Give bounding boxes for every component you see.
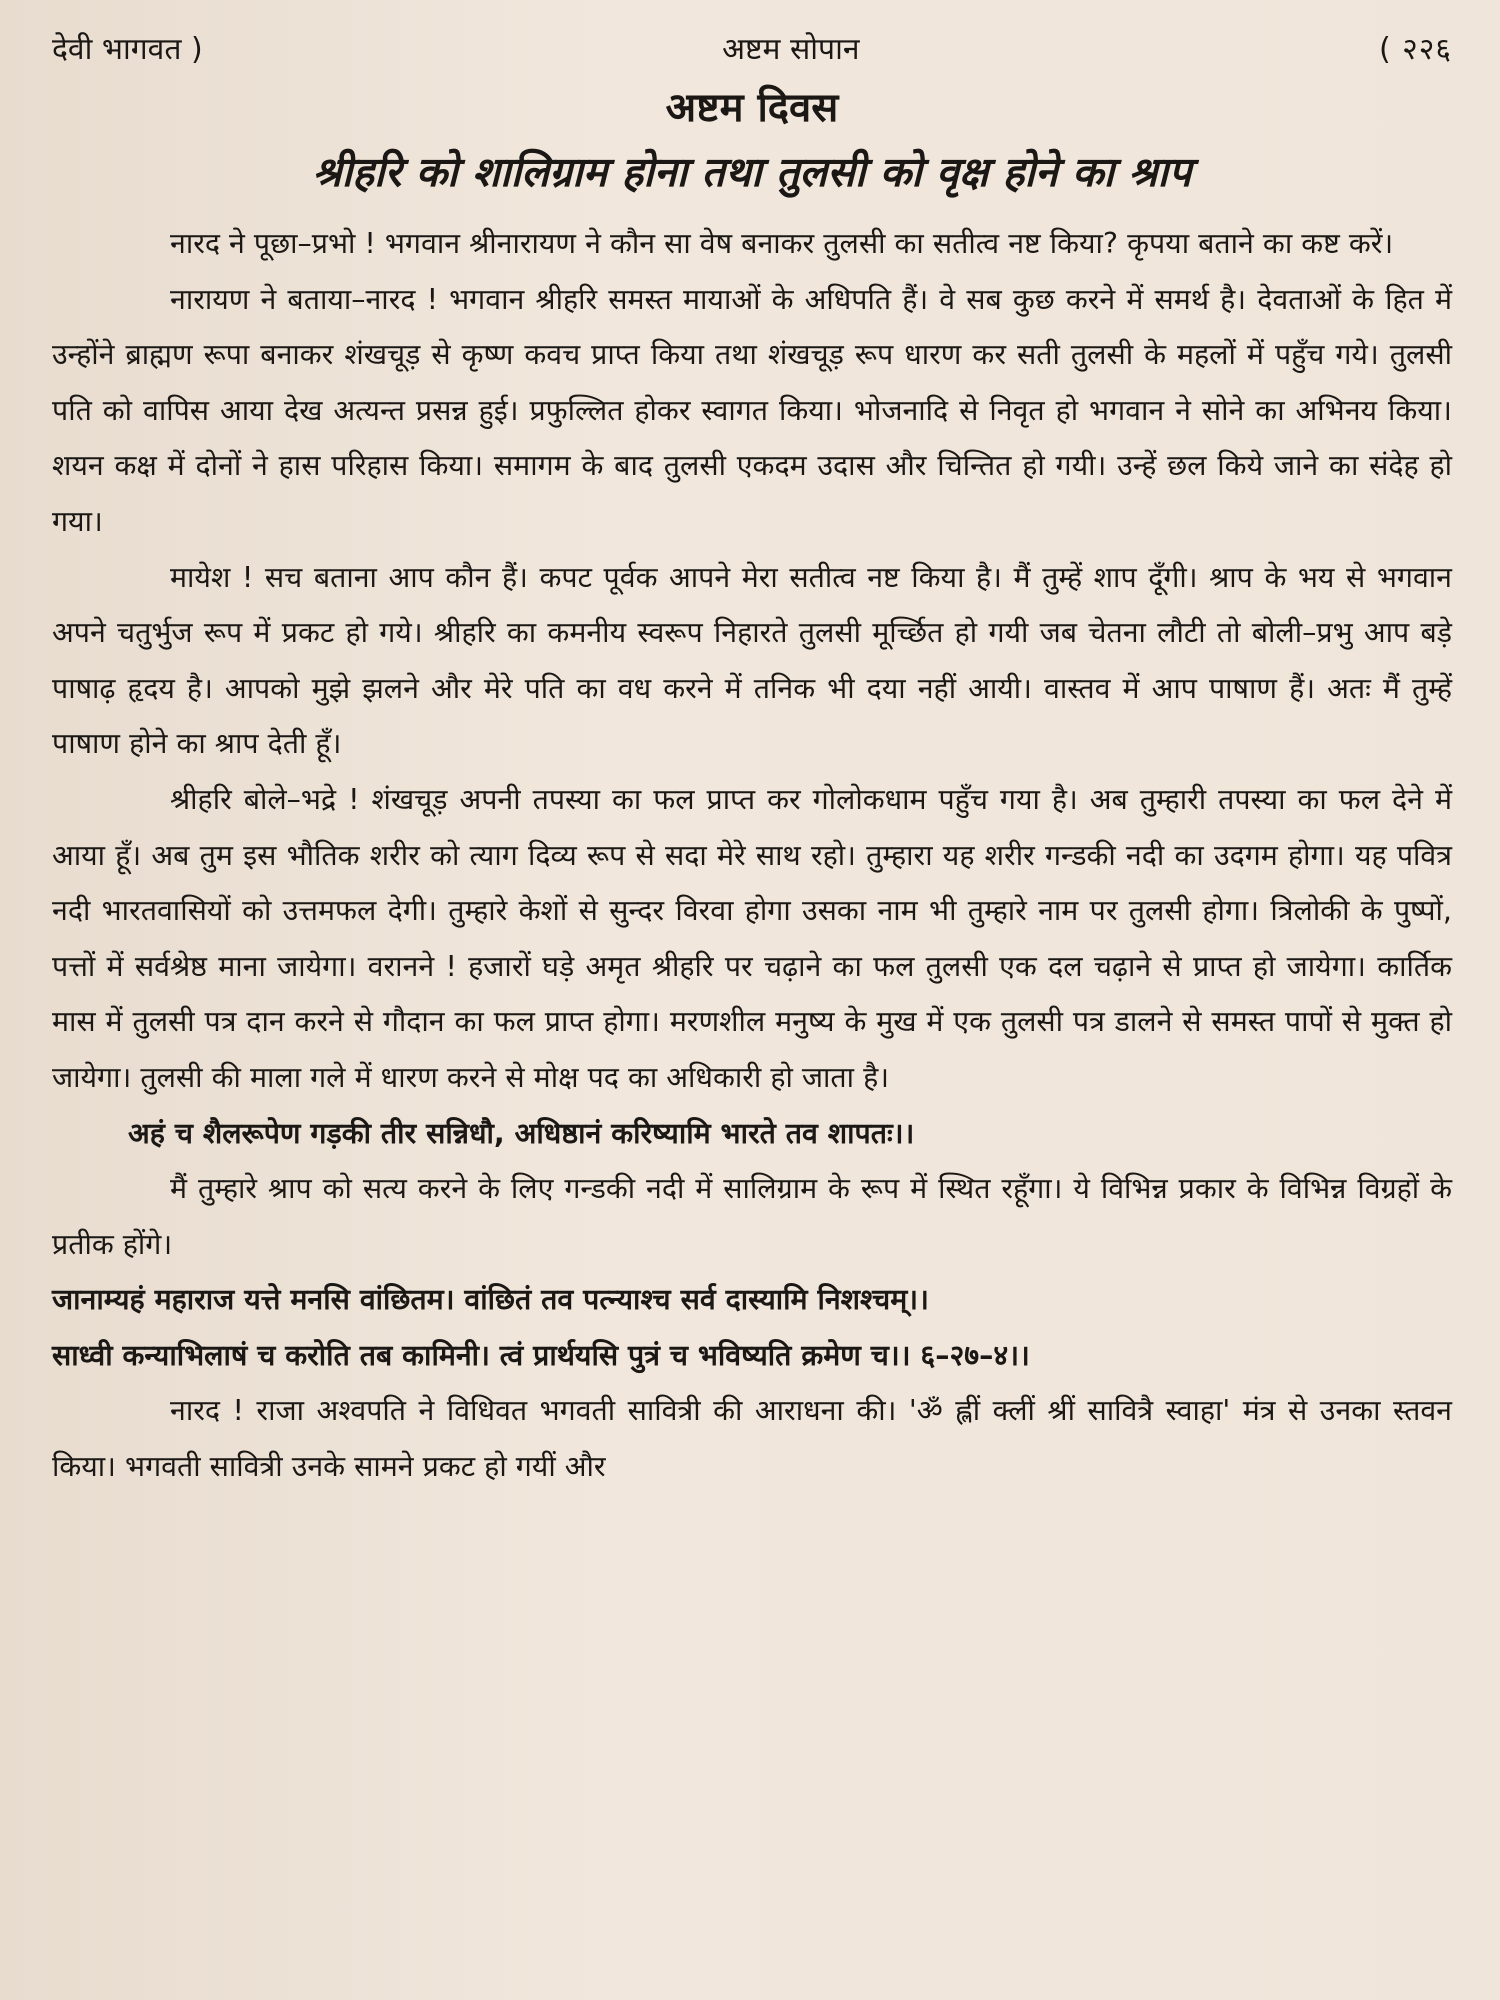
paragraph: श्रीहरि बोले–भद्रे ! शंखचूड़ अपनी तपस्या का फल प्राप्त कर गोलोकधाम पहुँच गया है। अब तुम्हारी तपस्या का फल देने में आया हूँ। अब तुम इस भौतिक शरीर को त्याग दिव्य रूप से सदा मेरे साथ रहो। तुम्हारा यह शरीर गन्डकी नदी का उदगम होगा। यह पवित्र नदी भारतवासियों को उत्तमफल देगी। तुम्हारे केशों से सुन्दर विरवा होगा उसका नाम भी तुम्हारे नाम पर तुलसी होगा। त्रिलोकी के पुष्पों, पत्तों में सर्वश्रेष्ठ माना जायेगा। वरानने ! हजारों घड़े अमृत श्रीहरि पर चढ़ाने का फल तुलसी एक दल चढ़ाने से प्राप्त हो जायेगा। कार्तिक मास में तुलसी पत्र दान करने से गौदान का फल प्राप्त होगा। मरणशील मनुष्य के मुख में एक तुलसी पत्र डालने से समस्त पापों से मुक्त हो जायेगा। तुलसी की माला गले में धारण करने से मोक्ष पद का अधिकारी हो जाता है। [52,782,1452,1094]
running-header [52,22,1452,70]
paragraph: मायेश ! सच बताना आप कौन हैं। कपट पूर्वक आपने मेरा सतीत्व नष्ट किया है। मैं तुम्हें शाप दूँगी। श्राप के भय से भगवान अपने चतुर्भुज रूप में प्रकट हो गये। श्रीहरि का कमनीय स्वरूप निहारते तुलसी मूर्च्छित हो गयी जब चेतना लौटी तो बोली–प्रभु आप बड़े पाषाढ़ हृदय है। आपको मुझे झलने और मेरे पति का वध करने में तनिक भी दया नहीं आयी। वास्तव में आप पाषाण हैं। अतः मैं तुम्हें पाषाण होने का श्राप देती हूँ। [52,560,1452,761]
header-book-title: देवी भागवत ) [52,32,203,67]
sanskrit-verse: जानाम्यहं महाराज यत्ते मनसि वांछितम। वांछितं तव पत्न्याश्च सर्व दास्यामि निशश्चम्।। [52,1283,929,1317]
header-chapter: अष्टम सोपान [722,32,860,67]
sanskrit-verse: अहं च शैलरूपेण गड़की तीर सन्निधौ, अधिष्ठानं करिष्यामि भारते तव शापतः।। [128,1116,915,1150]
section-subtitle: श्रीहरि को शालिग्राम होना तथा तुलसी को वृक्ष होने का श्राप [312,148,1192,196]
sanskrit-verse: साध्वी कन्याभिलाषं च करोति तब कामिनी। त्वं प्रार्थयसि पुत्रं च भविष्यति क्रमेण च।। ६–२७–४।। [52,1338,1030,1372]
paragraph: नारायण ने बताया–नारद ! भगवान श्रीहरि समस्त मायाओं के अधिपति हैं। वे सब कुछ करने में समर्थ है। देवताओं के हित में उन्होंने ब्राह्मण रूपा बनाकर शंखचूड़ से कृष्ण कवच प्राप्त किया तथा शंखचूड़ रूप धारण कर सती तुलसी के महलों में पहुँच गये। तुलसी पति को वापिस आया देख अत्यन्त प्रसन्न हुई। प्रफुल्लित होकर स्वागत किया। भोजनादि से निवृत हो भगवान ने सोने का अभिनय किया। शयन कक्ष में दोनों ने हास परिहास किया। समागम के बाद तुलसी एकदम उदास और चिन्तित हो गयी। उन्हें छल किये जाने का संदेह हो गया। [52,282,1452,538]
section-title: अष्टम दिवस [665,85,839,131]
body-text [52,216,1452,1495]
paragraph: नारद ने पूछा–प्रभो ! भगवान श्रीनारायण ने कौन सा वेष बनाकर तुलसी का सतीत्व नष्ट किया? कृपया बताने का कष्ट करें। [170,227,1394,260]
paragraph: नारद ! राजा अश्वपति ने विधिवत भगवती सावित्री की आराधना की। 'ॐ ह्लीं क्लीं श्रीं सावित्रै स्वाहा' मंत्र से उनका स्तवन किया। भगवती सावित्री उनके सामने प्रकट हो गयीं और [52,1394,1452,1484]
page-number: ( २२६ [1378,32,1452,67]
paragraph: मैं तुम्हारे श्राप को सत्य करने के लिए गन्डकी नदी में सालिग्राम के रूप में स्थित रहूँगा। ये विभिन्न प्रकार के विभिन्न विग्रहों के प्रतीक होंगे। [52,1172,1452,1261]
